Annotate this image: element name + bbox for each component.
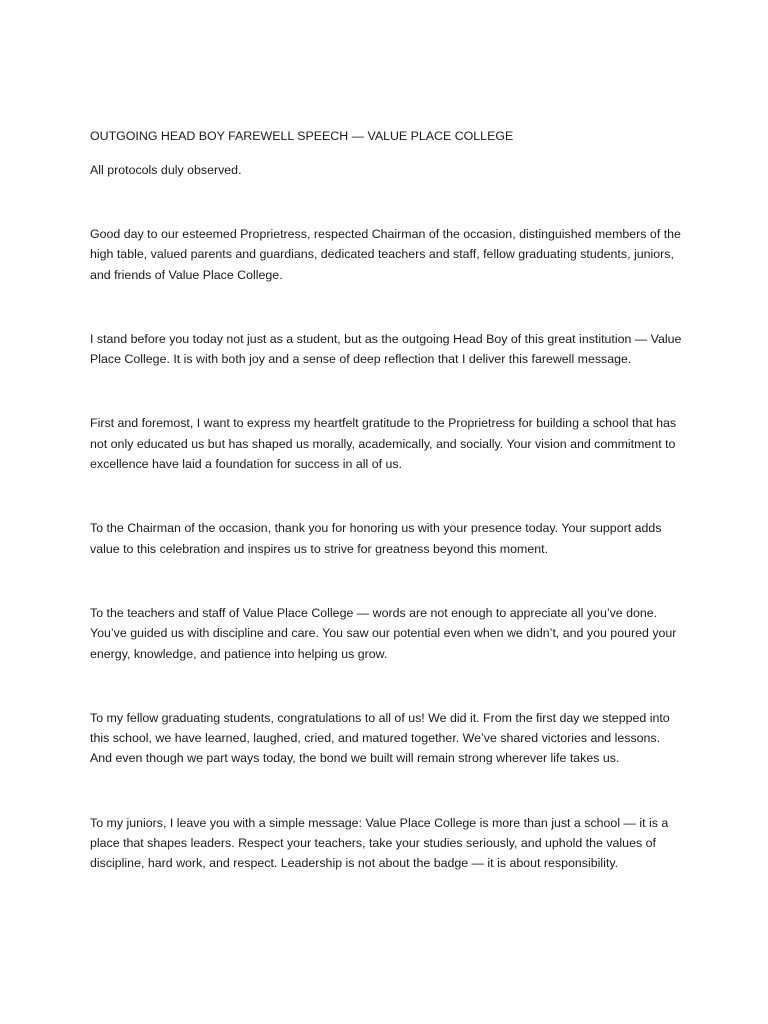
paragraph-chairman: To the Chairman of the occasion, thank you for honoring us with your presence today. Your support adds value to this celebration and inspires us to strive for greatness beyond this moment. (90, 521, 662, 556)
paragraph-greeting: Good day to our esteemed Proprietress, respected Chairman of the occasion, distinguished members of the high table, valued parents and guardians, dedicated teachers and staff, fellow graduating students, juniors, and friends of Value Place College. (90, 227, 681, 282)
paragraph-graduating-students: To my fellow graduating students, congratulations to all of us! We did it. From the first day we stepped into this school, we have learned, laughed, cried, and matured together. We’ve shared victories and lessons. And even though we part ways today, the bond we built will remain strong wherever life takes us. (90, 710, 670, 766)
document-title: OUTGOING HEAD BOY FAREWELL SPEECH — VALUE PLACE COLLEGE (90, 129, 514, 143)
paragraph-teachers: To the teachers and staff of Value Place College — words are not enough to appreciate all you’ve done. You’ve guided us with discipline and care. You saw our potential even when we didn’t, and you poured your energy, knowledge, and patience into helping us grow. (90, 605, 677, 661)
document-body (90, 126, 682, 874)
protocols-line: All protocols duly observed. (90, 163, 242, 177)
paragraph-juniors: To my juniors, I leave you with a simple message: Value Place College is more than just a school — it is a place that shapes leaders. Respect your teachers, take your studies seriously, and uphold the values of discipline, hard work, and respect. Leadership is not about the badge — it is about responsibility. (90, 815, 669, 871)
paragraph-gratitude-proprietress: First and foremost, I want to express my heartfelt gratitude to the Proprietress for building a school that has not only educated us but has shaped us morally, academically, and socially. Your vision and commitment to excellence have laid a foundation for success in all of us. (90, 416, 677, 472)
paragraph-introduction: I stand before you today not just as a student, but as the outgoing Head Boy of this great institution — Value Place College. It is with both joy and a sense of deep reflection that I deliver this farewell message. (90, 331, 682, 367)
